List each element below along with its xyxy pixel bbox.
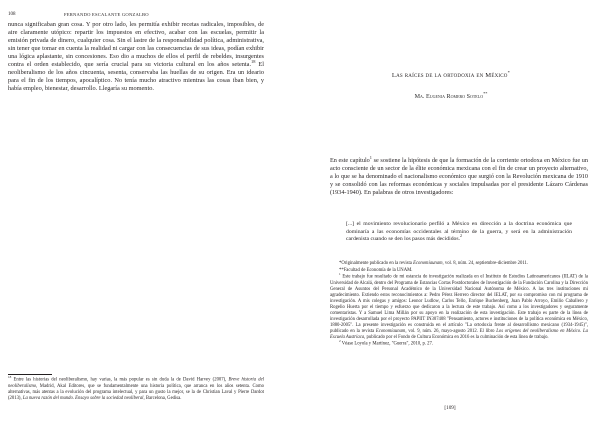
footnote-star-a: *Originalmente publicado en la revista [339,261,414,266]
paragraph-right [330,154,588,197]
note-ref-18: 18 [251,58,256,64]
footnote-18-text-e: , Barcelona, Gedisa. [143,395,182,401]
footnote-1-e: , vol. 9, núm. 26, mayo-agosto 2012. El libro [405,328,497,334]
chapter-author-mark: ** [483,91,488,96]
footnote-1-number: 1 [339,272,341,277]
paragraph-left [8,21,264,93]
footnote-1-c: "Pensamiento, actores e instituciones de la política económica en México, 1880-2005". La presente investigación es construida en el artículo "La ortodoxia frente al desarrollismo mexicano (1934-1945)", publicado en la revista [330,316,589,334]
footnote-1-a: Este trabajo fue resultado de mi estancia de investigación realizada en el Instituto de Estudios Latinoamericanos (IILAT) de la Universidad de Alcalá, dentro del Programa de Estancias Cortas Postdoctorales de Investigación de la Fundación Carolina y la Dirección General de Asuntos del Personal Académico de la Universidad Nacional Autónoma de México. A las tres instituciones mi agradecimiento. Extiendo estos reconocimientos a: Pedro Pérez Herrero director del IELAT, por su compromiso con mi programa de investigación. A mis colegas y amigos: Leonor Ludlow, Carlos Tello, Enrique Buchenberg, Juan Pablo Arroyo, Emilio Caballero y Rogelio Huerta por el tiempo y esfuerzo que dedicaron a la lectura de este trabajo. Así como a los investigadores y seguramente comentaristas. Y a Samuel Lima Millán por su apoyo en la realización de esta investigación. Este trabajo es parte de la línea de investigación desarrollada por el proyecto [330,274,588,322]
chapter-author-text: Ma. Eugenia Romero Sotelo [414,94,484,101]
chapter-title [316,69,586,79]
footnote-star [330,261,588,267]
footnote-18 [8,377,264,402]
footnote-2 [330,341,588,348]
footnote-1-b: PAPIIT IN307408 [411,316,446,322]
right-page [300,0,600,431]
footnote-1-journal: Economíaunam [375,328,406,334]
paragraph-right-rest: se sostiene la hipótesis de que la formación de la corriente ortodoxa en México fue un acto consciente de un sector de la élite económica mexicana con el fin de crear un proyecto alternativo, a lo que se ha denominado el nacionalismo económico que surgió con la Revolución mexicana de 1910 y se consolidó con las reformas económicas y sociales impulsadas por el presidente Lázaro Cárdenas (1934-1940). En palabras de otros investigadores: [330,157,588,196]
note-ref-1: 1 [369,154,372,160]
footnote-18-text-c: , Madrid, Akal Editores, que se fundamentalmente una historia política, que arranca en los años setenta. Como alternativas, más atentas a la evolución del programa intelectual, y para un gusto la mejor, se la de Christian Laval y Pierre Dardot (2013), [8,383,264,401]
chapter-author [316,91,586,101]
footnote-2-number: 2 [339,339,341,344]
paragraph-left-text: nunca significaban gran cosa. Y por otro lado, les permitía exhibir recetas radicales, imposibles, de aire claramente utópico: repartir los impuestos en efectivo, acabar con las escuelas, permitir la emisión privada de dinero, cualquier cosa. Sin el lastre de la responsabilidad política, administrativa, sin tener que tomar en cuenta la realidad ni cargar con las consecuencias de sus ideas, podían exhibir una lógica aplastante, sin concesiones. Eso dio a muchos de ellos el perfil de rebeldes, insurgentes contra el orden establecido, que sería crucial para su victoria cultural en los años setenta. [8,21,264,68]
footnote-1-g: , publicado por el Fondo de Cultura Económica en 2016 es la culminación de esta línea de trabajo. [364,334,549,340]
footnotes-right [330,261,588,349]
running-head: FERNANDO ESCALANTE GONZALBO [64,12,149,17]
footnote-star-journal: Economíaunam [413,261,443,266]
footnotes-left [8,377,264,402]
footnote-double-star: **Facultad de Economía de la UNAM. [339,267,413,273]
footnote-rule [8,374,52,375]
paragraph-left-end: El neoliberalismo de los años cincuenta, sesenta, conservaba las huellas de su origen. Era un ideario para el fin de los tiempos, apocalíptico. No tenía mucho atractivo mientras las cosas iban bien, y había empleo, bienestar, desarrollo. Llegaría su momento. [8,61,265,92]
block-quote-text [346,221,572,244]
footnote-18-book-1: Breve historia del neoliberalismo [8,377,264,389]
footnote-18-text-a: Entre las historias del neoliberalismo, hay varias, la más popular es sin duda la de David Harvey (2007), [13,377,229,383]
footnote-star-c: , vol. 8, núm. 24, septiembre-diciembre 2011. [442,261,529,266]
footnote-18-book-2: La nueva razón del mundo. Ensayo sobre la sociedad neoliberal [22,395,144,401]
footnote-2-text: Véase Loyola y Martínez, "Guerra", 2010, p. 27. [340,341,434,347]
quote-text: [...] el movimiento revolucionario perfiló a México en dirección a la doctrina económica que dominaría a las economías occidentales al término de la guerra, y será en la administración cardenista cuando se den los pasos más decididos. [346,221,572,243]
page-number-left: 108 [8,12,16,17]
page-number-right: [109] [444,405,456,411]
footnote-18-number: 18 [8,375,12,379]
body-text-right [330,154,588,197]
block-quote [346,221,572,244]
chapter-title-text: Las raíces de la ortodoxia en México [391,72,508,79]
paragraph-right-start: En este capítulo [330,157,370,164]
footnote-1-book: Los orígenes del neoliberalismo en México. La Escuela Austriaca [330,328,588,340]
body-text-left [8,21,264,93]
note-ref-2: 2 [460,233,463,239]
chapter-title-mark: * [507,69,511,75]
